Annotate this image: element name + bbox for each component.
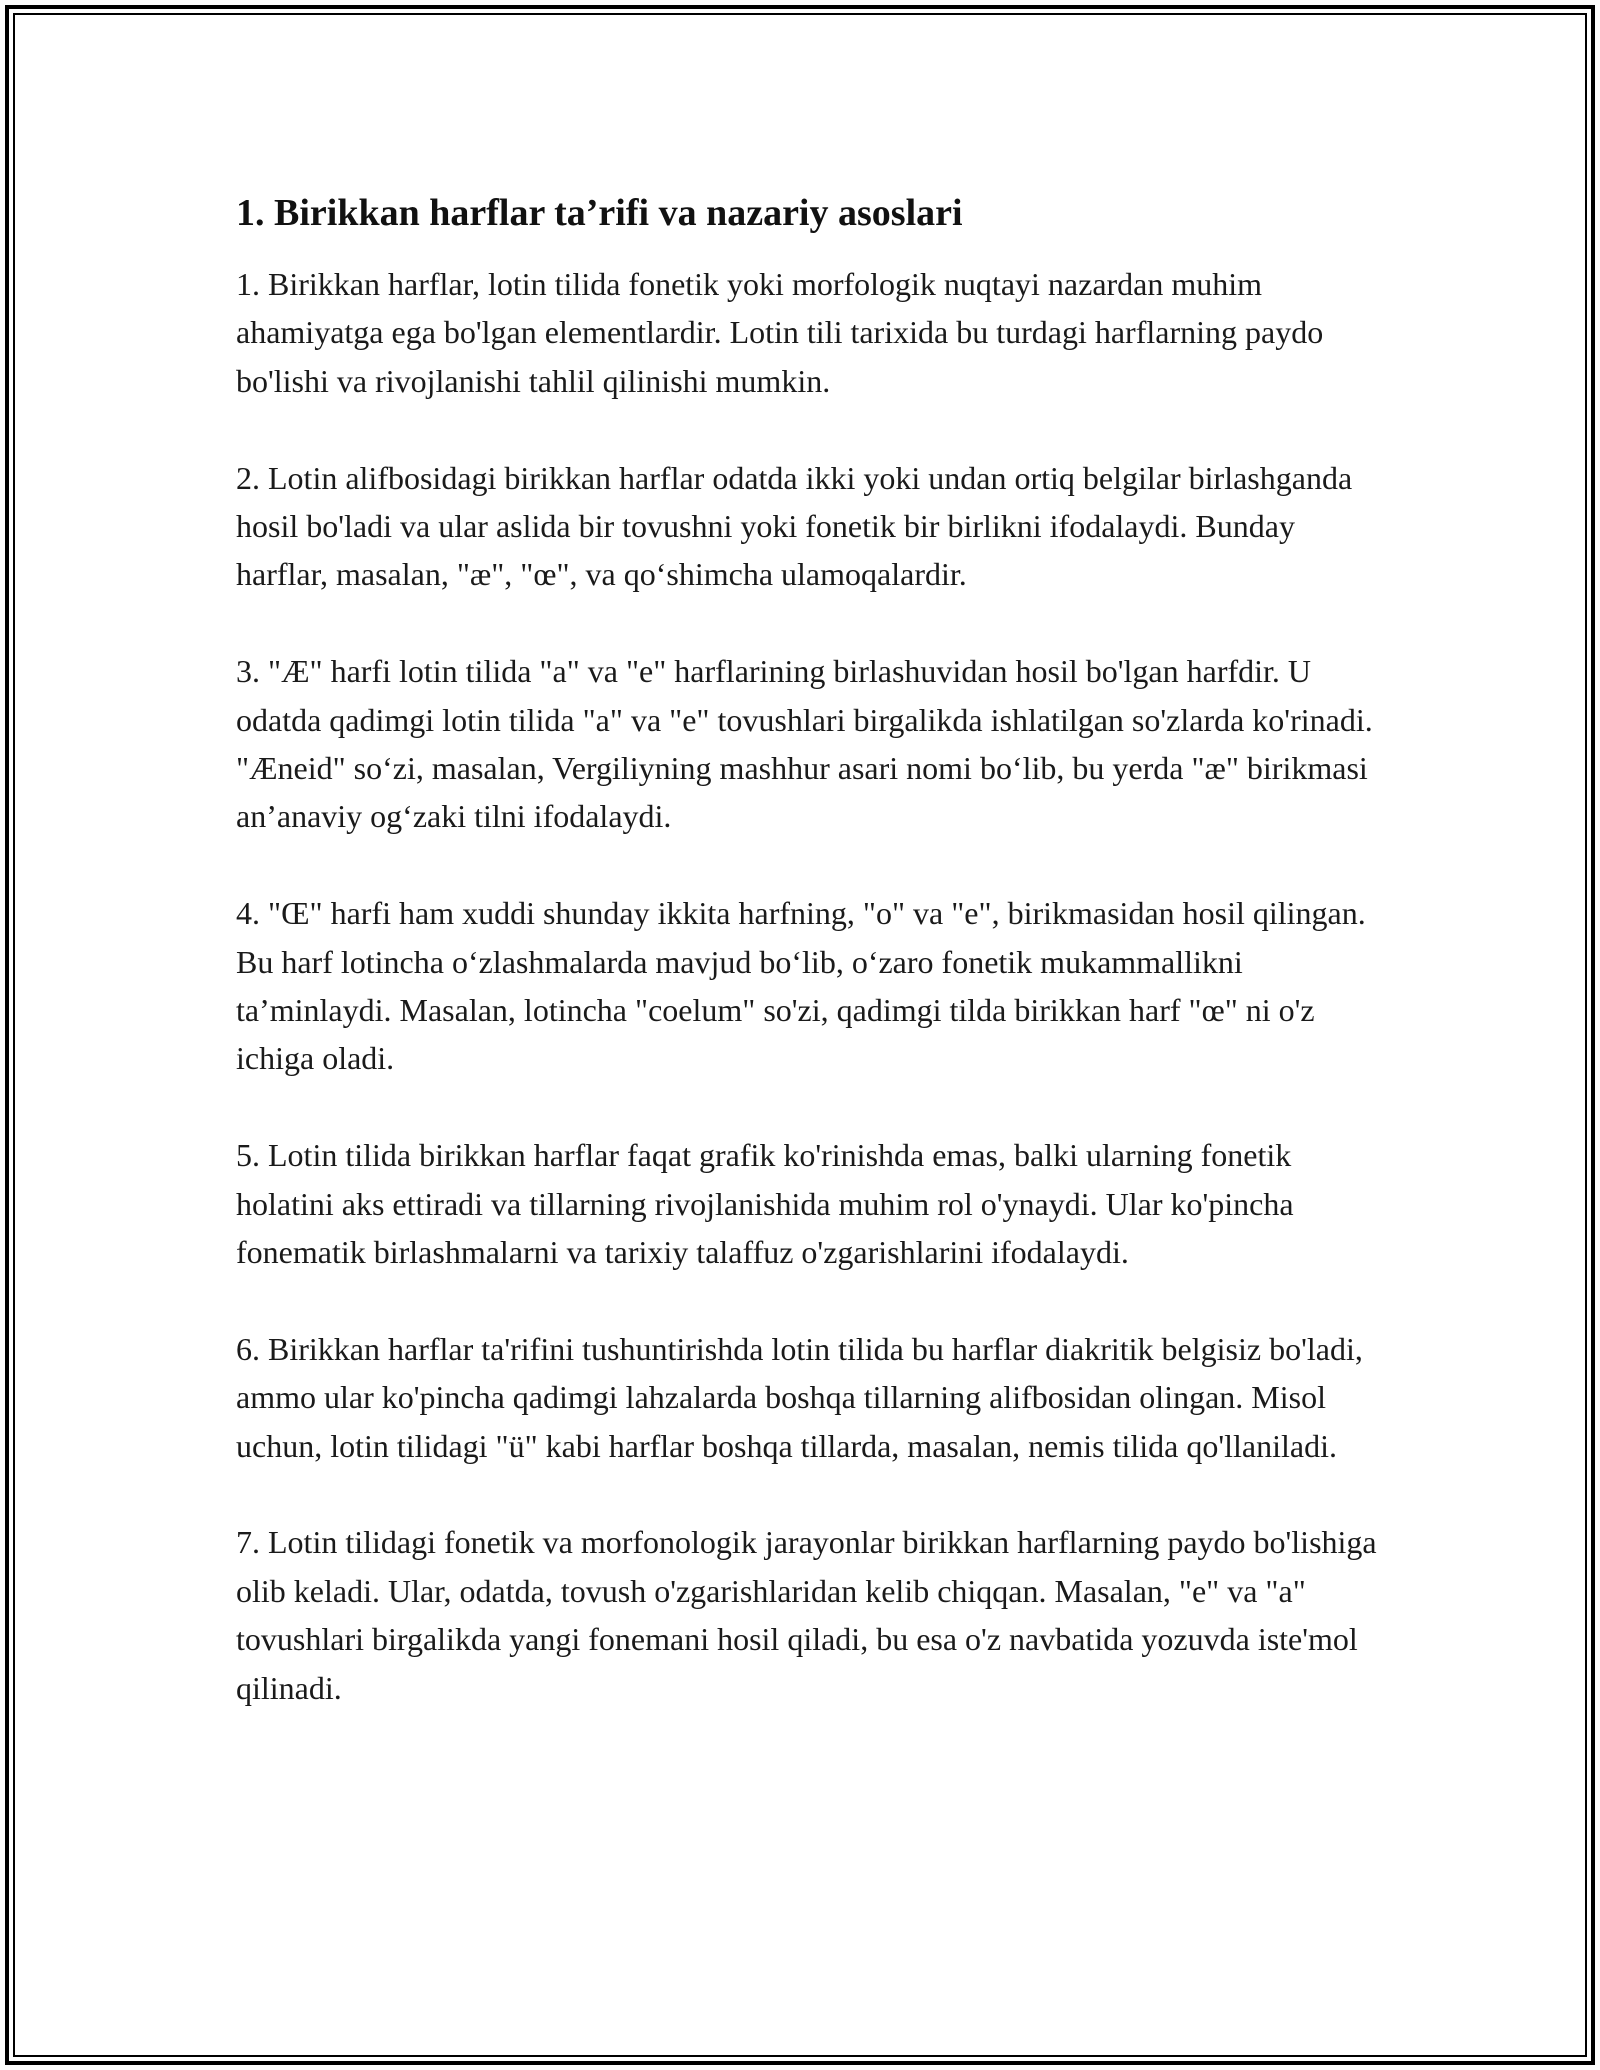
paragraph-6: 6. Birikkan harflar ta'rifini tushuntirishda lotin tilida bu harflar diakritik belgisiz bo'ladi, ammo ular ko'pincha qadimgi lahzalarda boshqa tillarning alifbosidan olingan. Misol uchun, lotin tilidagi "ü" kabi harflar boshqa tillarda, masalan, nemis tilida qo'llaniladi. bbox=[236, 1330, 1363, 1464]
paragraph-5: 5. Lotin tilida birikkan harflar faqat grafik ko'rinishda emas, balki ularning fonetik holatini aks ettiradi va tillarning rivojlanishida muhim rol o'ynaydi. Ular ko'pincha fonematik birlashmalarni va tarixiy talaffuz o'zgarishlarini ifodalaydi. bbox=[236, 1137, 1294, 1271]
paragraph-3: 3. "Æ" harfi lotin tilida "a" va "e" harflarining birlashuvidan hosil bo'lgan harfdir. U odatda qadimgi lotin tilida "a" va "e" tovushlari birgalikda ishlatilgan so'zlarda ko'rinadi. "Æneid" so‘zi, masalan, Vergiliyning mashhur asari nomi bo‘lib, bu yerda "æ" birikmasi an’anaviy og‘zaki tilni ifodalaydi. bbox=[236, 653, 1373, 835]
document-body bbox=[236, 188, 1386, 1760]
paragraph-7: 7. Lotin tilidagi fonetik va morfonologik jarayonlar birikkan harflarning paydo bo'lishiga olib keladi. Ular, odatda, tovush o'zgarishlaridan kelib chiqqan. Masalan, "e" va "a" tovushlari birgalikda yangi fonemani hosil qiladi, bu esa o'z navbatida yozuvda iste'mol qilinadi. bbox=[236, 1524, 1377, 1706]
paragraph-1: 1. Birikkan harflar, lotin tilida fonetik yoki morfologik nuqtayi nazardan muhim ahamiyatga ega bo'lgan elementlardir. Lotin tili tarixida bu turdagi harflarning paydo bo'lishi va rivojlanishi tahlil qilinishi mumkin. bbox=[236, 266, 1324, 399]
paragraph-4: 4. "Œ" harfi ham xuddi shunday ikkita harfning, "o" va "e", birikmasidan hosil qilingan. Bu harf lotincha o‘zlashmalarda mavjud bo‘lib, o‘zaro fonetik mukammallikni ta’minlaydi. Masalan, lotincha "coelum" so'zi, qadimgi tilda birikkan harf "œ" ni o'z ichiga oladi. bbox=[236, 895, 1366, 1077]
paragraph-2: 2. Lotin alifbosidagi birikkan harflar odatda ikki yoki undan ortiq belgilar birlashganda hosil bo'ladi va ular aslida bir tovushni yoki fonetik bir birlikni ifodalaydi. Bunday harflar, masalan, "æ", "œ", va qo‘shimcha ulamoqalardir. bbox=[236, 459, 1353, 593]
section-heading: 1. Birikkan harflar ta’rifi va nazariy asoslari bbox=[236, 192, 963, 234]
